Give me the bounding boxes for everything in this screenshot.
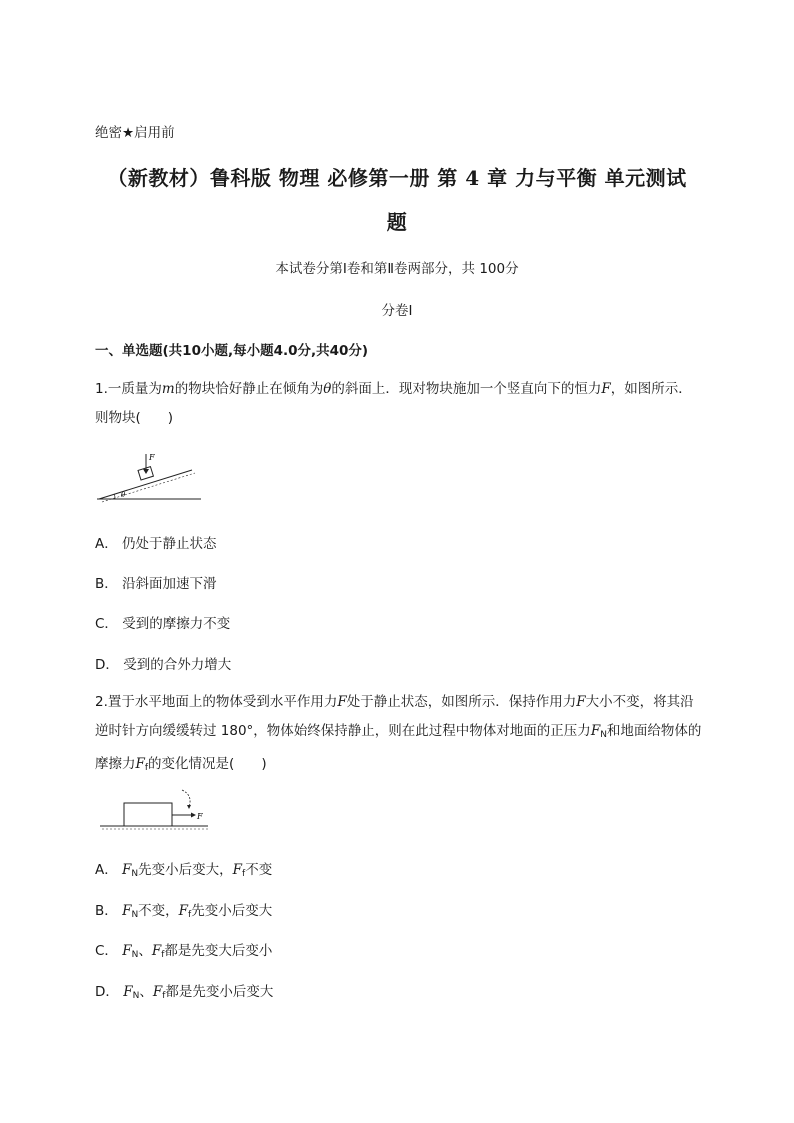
page-title-line2: 题	[386, 210, 408, 234]
force-label: F	[149, 453, 155, 462]
question-1-stem: 1.一质量为m的物块恰好静止在倾角为θ的斜面上．现对物块施加一个竖直向下的恒力F，如图所示．则物块( )	[95, 381, 692, 426]
confidential-mark: 绝密★启用前	[95, 125, 175, 141]
exam-subtitle: 本试卷分第Ⅰ卷和第Ⅱ卷两部分，共 100分	[275, 261, 519, 277]
incline-figure	[95, 448, 205, 504]
q2-option-c[interactable]: C． $F_N$、$F_f$都是先变大后变小	[95, 943, 273, 960]
page-title-line1: （新教材）鲁科版 物理 必修第一册 第 4 章 力与平衡 单元测试	[107, 166, 687, 190]
q2-option-b[interactable]: B． $F_N$不变，$F_f$先变小后变大	[95, 903, 273, 920]
question-2-stem: 2.置于水平地面上的物体受到水平作用力F处于静止状态，如图所示．保持作用力F大小不变，将其沿逆时针方向缓缓转过 180°，物体始终保持静止，则在此过程中物体对地面的正压力$F_N$和地面给物体的摩擦力$F_f$的变化情况是( )	[95, 694, 702, 773]
q1-option-a[interactable]: A． 仍处于静止状态	[95, 536, 217, 552]
section-heading: 一、单选题(共10小题,每小题4.0分,共40分)	[95, 343, 369, 359]
angle-label: θ	[121, 491, 126, 499]
q2-option-d[interactable]: D． $F_N$、$F_f$都是先变小后变大	[95, 984, 274, 1001]
q1-option-b[interactable]: B． 沿斜面加速下滑	[95, 576, 217, 592]
q1-option-d[interactable]: D． 受到的合外力增大	[95, 657, 232, 673]
part-label: 分卷I	[381, 303, 413, 319]
q2-option-a[interactable]: A． $F_N$先变小后变大，$F_f$不变	[95, 862, 273, 879]
force-label: F	[197, 812, 203, 821]
block-figure	[98, 787, 213, 835]
q1-option-c[interactable]: C． 受到的摩擦力不变	[95, 616, 231, 632]
